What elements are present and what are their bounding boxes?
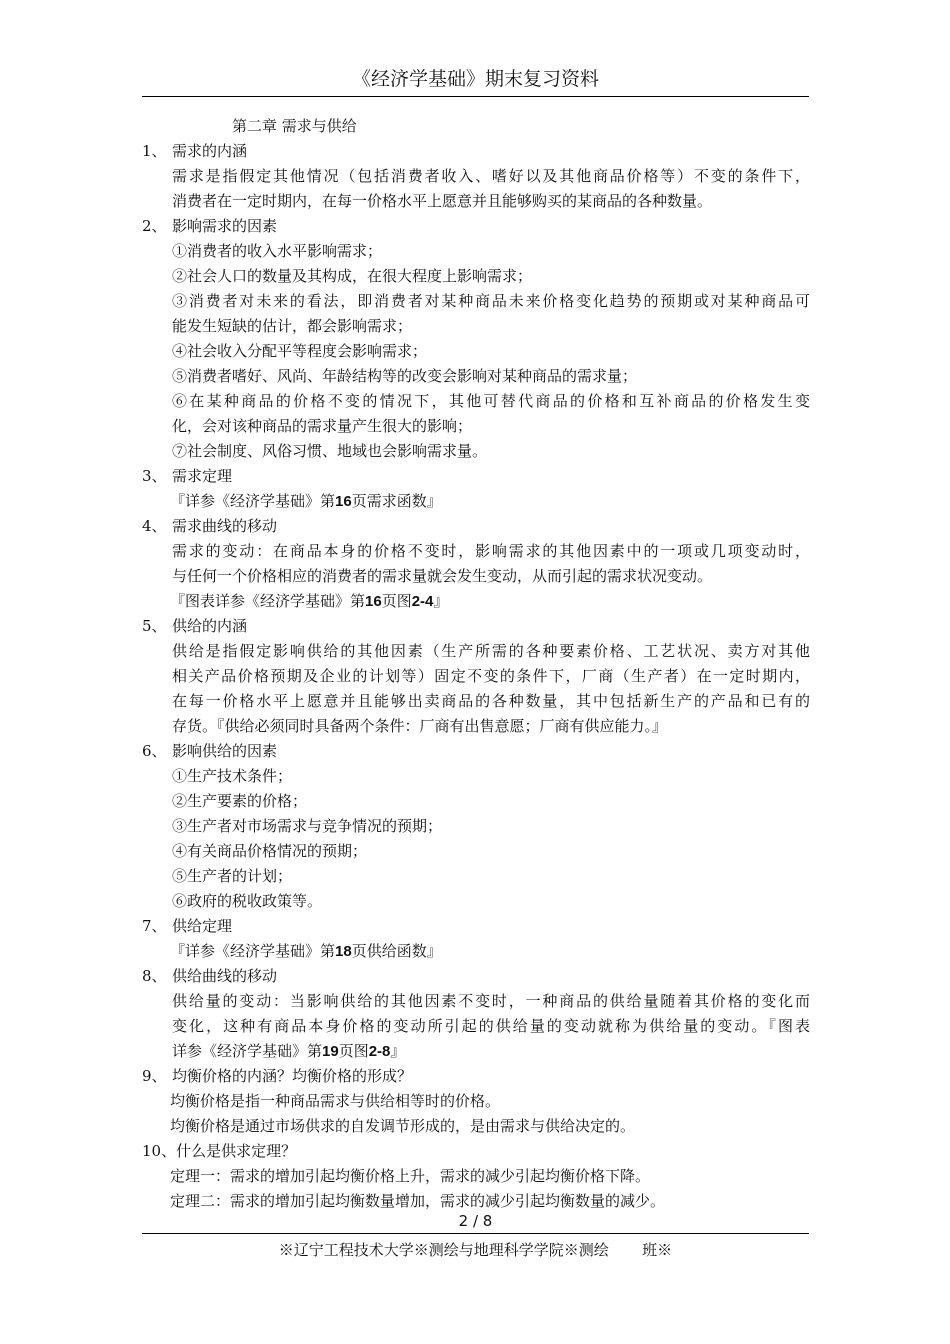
paragraph-line: 均衡价格是通过市场供求的自发调节形成的，是由需求与供给决定的。 (170, 1117, 636, 1135)
page-number: 2 / 8 (142, 1209, 809, 1234)
list-item: ①生产技术条件； (172, 767, 293, 785)
paragraph-line: 与任何一个价格相应的消费者的需求量就会发生变动，从而引起的需求状况变动。 (172, 567, 713, 585)
paragraph-line: 相关产品价格预期及企业的计划等）固定不变的条件下，厂商（生产者）在一定时期内， (172, 667, 810, 685)
section-number: 2、 (142, 217, 167, 235)
list-item: ③生产者对市场需求与竞争情况的预期； (172, 817, 443, 835)
paragraph-line: 供给量的变动：当影响供给的其他因素不变时，一种商品的供给量随着其价格的变化而 (172, 992, 810, 1010)
list-item: ⑥在某种商品的价格不变的情况下，其他可替代商品的价格和互补商品的价格发生变 (172, 392, 810, 410)
reference-text: 页供给函数』 (351, 942, 442, 960)
paragraph-line: 均衡价格是指一种商品需求与供给相等时的价格。 (170, 1092, 501, 1110)
reference-text: 『图表详参《经济学基础》第 (170, 592, 366, 610)
paragraph-line: 消费者在一定时期内，在每一价格水平上愿意并且能够购买的某商品的各种数量。 (172, 192, 713, 210)
document-body (142, 114, 810, 1214)
section-number: 4、 (142, 517, 167, 535)
paragraph-line: 定理一：需求的增加引起均衡价格上升，需求的减少引起均衡价格下降。 (170, 1167, 651, 1185)
reference-text: 页图 (381, 592, 412, 610)
page-header: 《经济学基础》期末复习资料 (142, 62, 809, 97)
section-heading (142, 464, 810, 489)
section-number: 9、 (142, 1067, 167, 1085)
section-heading (142, 614, 810, 639)
page-footer: ※辽宁工程技术大学※测绘与地理科学学院※测绘 班※ (278, 1241, 673, 1259)
section-title: 供给曲线的移动 (172, 967, 278, 985)
section-number: 5、 (142, 617, 167, 635)
paragraph-line: 供给是指假定影响供给的其他因素（生产所需的各种要素价格、工艺状况、卖方对其他 (172, 642, 810, 660)
reference-page: 19 (322, 1043, 339, 1060)
reference-text: 页图 (338, 1042, 369, 1060)
section-title: 均衡价格的内涵？均衡价格的形成？ (172, 1067, 413, 1085)
section-number: 1、 (142, 142, 167, 160)
list-item: ②生产要素的价格； (172, 792, 308, 810)
reference-note (142, 1039, 810, 1064)
section-heading (142, 1139, 810, 1164)
list-item: ③消费者对未来的看法，即消费者对某种商品未来价格变化趋势的预期或对某种商品可 (172, 292, 810, 310)
reference-text: 『详参《经济学基础》第 (170, 942, 336, 960)
list-item: ④社会收入分配平等程度会影响需求； (172, 342, 428, 360)
reference-note (142, 489, 810, 514)
reference-text: 详参《经济学基础》第 (172, 1042, 323, 1060)
reference-page: 16 (335, 493, 352, 510)
list-item: ④有关商品价格情况的预期； (172, 842, 368, 860)
section-number: 8、 (142, 967, 167, 985)
list-item: ⑤消费者嗜好、风尚、年龄结构等的改变会影响对某种商品的需求量； (172, 367, 638, 385)
section-title: 影响需求的因素 (172, 217, 278, 235)
chapter-title: 第二章 需求与供给 (232, 117, 357, 135)
reference-figure: 2-8 (368, 1043, 391, 1060)
paragraph-line: 存货。『供给必须同时具备两个条件：厂商有出售意愿；厂商有供应能力。』 (172, 717, 668, 735)
section-heading (142, 964, 810, 989)
reference-note (142, 939, 810, 964)
reference-text: 』 (433, 592, 449, 610)
section-title: 供给定理 (172, 917, 233, 935)
section-title: 影响供给的因素 (172, 742, 278, 760)
section-number: 7、 (142, 917, 167, 935)
section-number: 6、 (142, 742, 167, 760)
section-title: 什么是供求定理？ (176, 1142, 297, 1160)
paragraph-line: 需求是指假定其他情况（包括消费者收入、嗜好以及其他商品价格等）不变的条件下， (172, 167, 810, 185)
section-title: 需求的内涵 (172, 142, 248, 160)
list-item: ②社会人口的数量及其构成，在很大程度上影响需求； (172, 267, 533, 285)
paragraph-line: 定理二：需求的增加引起均衡数量增加，需求的减少引起均衡数量的减少。 (170, 1192, 666, 1210)
list-item: ⑥政府的税收政策等。 (172, 892, 323, 910)
section-heading (142, 214, 810, 239)
list-item: ⑤生产者的计划； (172, 867, 293, 885)
section-title: 供给的内涵 (172, 617, 248, 635)
list-item-continuation: 能发生短缺的估计，都会影响需求； (172, 317, 413, 335)
reference-page: 18 (335, 943, 352, 960)
section-heading (142, 914, 810, 939)
paragraph-line: 需求的变动：在商品本身的价格不变时，影响需求的其他因素中的一项或几项变动时， (172, 542, 810, 560)
reference-text: 页需求函数』 (351, 492, 442, 510)
section-heading (142, 514, 810, 539)
section-number: 10、 (142, 1142, 177, 1160)
reference-figure: 2-4 (411, 593, 434, 610)
section-heading (142, 1064, 810, 1089)
reference-note (142, 589, 810, 614)
section-number: 3、 (142, 467, 167, 485)
reference-page: 16 (365, 593, 382, 610)
reference-text: 』 (390, 1042, 406, 1060)
paragraph-line: 变化，这种有商品本身价格的变动所引起的供给量的变动就称为供给量的变动。『图表 (172, 1017, 810, 1035)
section-title: 需求定理 (172, 467, 233, 485)
list-item: ①消费者的收入水平影响需求； (172, 242, 383, 260)
section-heading (142, 739, 810, 764)
paragraph-line: 在每一价格水平上愿意并且能够出卖商品的各种数量，其中包括新生产的产品和已有的 (172, 692, 810, 710)
list-item-continuation: 化，会对该种商品的需求量产生很大的影响； (172, 417, 473, 435)
section-title: 需求曲线的移动 (172, 517, 278, 535)
reference-text: 『详参《经济学基础》第 (170, 492, 336, 510)
section-heading (142, 139, 810, 164)
list-item: ⑦社会制度、风俗习惯、地域也会影响需求量。 (172, 442, 488, 460)
